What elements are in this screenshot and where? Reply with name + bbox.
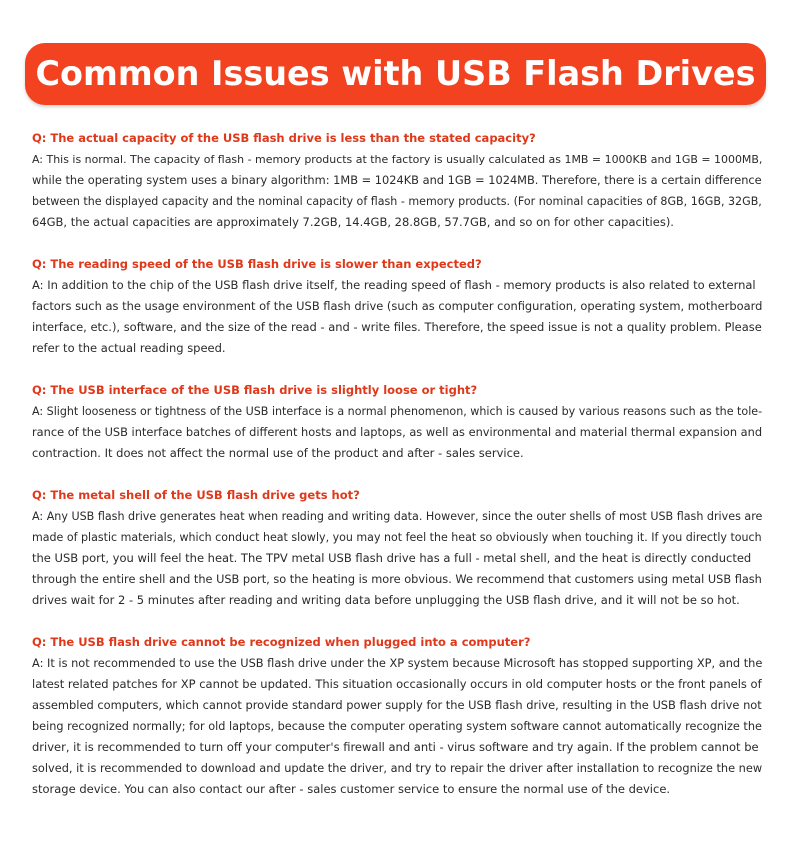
faq-answer — [32, 401, 768, 464]
faq-item-not-recognized — [32, 632, 768, 800]
faq-item-capacity — [32, 128, 768, 233]
answer-line: A: This is normal. The capacity of flash - memory products at the factory is usually calculated as 1MB = 1000KB and 1GB = 1000MB, — [32, 153, 763, 166]
faq-item-metal-shell — [32, 485, 768, 611]
answer-line: contraction. It does not affect the normal use of the product and after - sales service. — [32, 446, 524, 460]
answer-line: drives wait for 2 - 5 minutes after reading and writing data before unplugging the USB flash drive, and it will not be so hot. — [32, 593, 740, 607]
faq-answer — [32, 506, 768, 611]
answer-line: while the operating system uses a binary algorithm: 1MB = 1024KB and 1GB = 1024MB. Therefore, there is a certain difference — [32, 173, 762, 187]
answer-line: A: Slight looseness or tightness of the USB interface is a normal phenomenon, which is caused by various reasons such as the tole- — [32, 405, 763, 418]
answer-line: storage device. You can also contact our after - sales customer service to ensure the normal use of the device. — [32, 782, 671, 796]
page-title: Common Issues with USB Flash Drives — [35, 54, 756, 94]
answer-line: latest related patches for XP cannot be updated. This situation occasionally occurs in old computer hosts or the front panels of — [32, 677, 762, 691]
answer-line: made of plastic materials, which conduct heat slowly, you may not feel the heat so obviously when touching it. If you directly touch — [32, 531, 762, 544]
faq-question: Q: The USB interface of the USB flash drive is slightly loose or tight? — [32, 383, 478, 397]
answer-line: solved, it is recommended to download and update the driver, and try to repair the driver after installation to recognize the new — [32, 761, 763, 775]
answer-line: A: Any USB flash drive generates heat when reading and writing data. However, since the outer shells of most USB flash drives are — [32, 510, 763, 523]
answer-line: refer to the actual reading speed. — [32, 341, 226, 355]
answer-line: between the displayed capacity and the nominal capacity of flash - memory products. (For nominal capacities of 8GB, 16GB, 32GB, — [32, 195, 762, 208]
answer-line: through the entire shell and the USB port, so the heating is more obvious. We recommend that customers using metal USB flash — [32, 572, 762, 586]
faq-question: Q: The reading speed of the USB flash drive is slower than expected? — [32, 257, 482, 271]
answer-line: interface, etc.), software, and the size of the read - and - write files. Therefore, the speed issue is not a quality problem. Please — [32, 320, 762, 334]
title-banner — [25, 43, 766, 105]
answer-line: being recognized normally; for old laptops, because the computer operating system software cannot automatically recognize the — [32, 720, 762, 733]
faq-item-usb-interface — [32, 380, 768, 464]
answer-line: A: In addition to the chip of the USB flash drive itself, the reading speed of flash - memory products is also related to external — [32, 278, 756, 292]
faq-question: Q: The metal shell of the USB flash drive gets hot? — [32, 488, 360, 502]
faq-question: Q: The actual capacity of the USB flash drive is less than the stated capacity? — [32, 131, 536, 145]
answer-line: rance of the USB interface batches of different hosts and laptops, as well as environmental and material thermal expansion and — [32, 425, 763, 439]
answer-line: the USB port, you will feel the heat. The TPV metal USB flash drive has a full - metal shell, and the heat is directly conducted — [32, 551, 752, 565]
faq-item-reading-speed — [32, 254, 768, 359]
faq-list — [32, 128, 768, 800]
answer-line: driver, it is recommended to turn off your computer's firewall and anti - virus software and try again. If the problem cannot be — [32, 740, 759, 754]
answer-line: A: It is not recommended to use the USB flash drive under the XP system because Microsoft has stopped supporting XP, and the — [32, 656, 763, 670]
faq-question: Q: The USB flash drive cannot be recognized when plugged into a computer? — [32, 635, 531, 649]
answer-line: factors such as the usage environment of the USB flash drive (such as computer configuration, operating system, motherboard — [32, 299, 763, 313]
faq-answer — [32, 653, 768, 800]
answer-line: assembled computers, which cannot provide standard power supply for the USB flash drive, resulting in the USB flash drive not — [32, 698, 762, 712]
faq-answer — [32, 149, 768, 233]
answer-line: 64GB, the actual capacities are approximately 7.2GB, 14.4GB, 28.8GB, 57.7GB, and so on for other capacities). — [32, 215, 674, 229]
faq-answer — [32, 275, 768, 359]
